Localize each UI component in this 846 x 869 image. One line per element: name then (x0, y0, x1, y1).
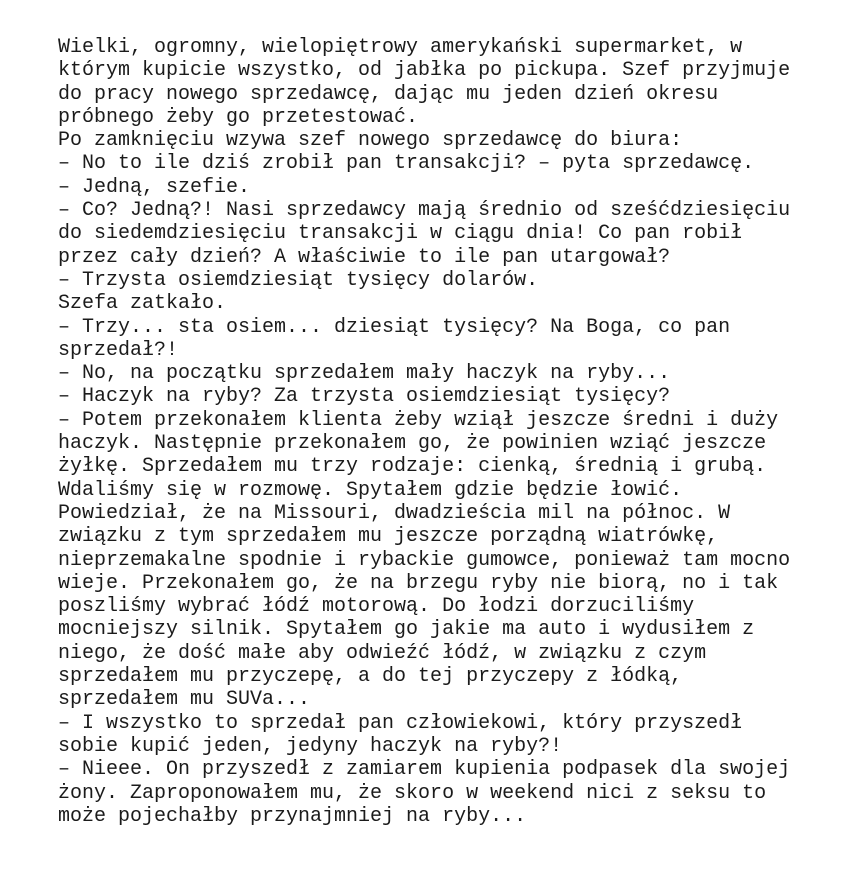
text-line: związku z tym sprzedałem mu jeszcze porządną wiatrówkę, (58, 525, 719, 549)
text-line: sprzedał?! (58, 338, 179, 362)
text-line: Po zamknięciu wzywa szef nowego sprzedawcę do biura: (58, 129, 683, 153)
text-line: mocniejszy silnik. Spytałem go jakie ma auto i wydusiłem z (58, 618, 755, 642)
text-line: poszliśmy wybrać łódź motorową. Do łodzi dorzuciliśmy (58, 595, 695, 619)
text-line: przez cały dzień? A właściwie to ile pan utargował? (58, 245, 671, 269)
text-line: – Jedną, szefie. (58, 175, 251, 199)
text-line: – I wszystko to sprzedał pan człowiekowi, który przyszedł (58, 711, 743, 735)
text-line: – Trzy... sta osiem... dziesiąt tysięcy? Na Boga, co pan (58, 315, 731, 339)
text-line: – Nieee. On przyszedł z zamiarem kupienia podpasek dla swojej (58, 758, 791, 782)
text-line: – Co? Jedną?! Nasi sprzedawcy mają średnio od sześćdziesięciu (58, 199, 791, 223)
text-line: – Potem przekonałem klienta żeby wziął jeszcze średni i duży (58, 408, 779, 432)
text-line: sprzedałem mu przyczepę, a do tej przyczepy z łódką, (58, 665, 683, 689)
text-line: nieprzemakalne spodnie i rybackie gumowce, ponieważ tam mocno (58, 548, 791, 572)
text-line: próbnego żeby go przetestować. (58, 105, 419, 129)
story-text (58, 36, 826, 828)
text-line: Wdaliśmy się w rozmowę. Spytałem gdzie będzie łowić. (58, 478, 683, 502)
text-line: Powiedział, że na Missouri, dwadzieścia mil na północ. W (58, 501, 731, 525)
text-line: do pracy nowego sprzedawcę, dając mu jeden dzień okresu (58, 82, 719, 106)
text-line: – No, na początku sprzedałem mały haczyk na ryby... (58, 362, 671, 386)
text-line: sprzedałem mu SUVa... (58, 688, 311, 712)
text-line: którym kupicie wszystko, od jabłka po pickupa. Szef przyjmuje (58, 59, 791, 83)
text-line: żony. Zaproponowałem mu, że skoro w weekend nici z seksu to (58, 781, 767, 805)
text-line: sobie kupić jeden, jedyny haczyk na ryby?! (58, 734, 563, 758)
text-line: Wielki, ogromny, wielopiętrowy amerykański supermarket, w (58, 36, 743, 59)
text-line: – Haczyk na ryby? Za trzysta osiemdziesiąt tysięcy? (58, 385, 671, 409)
text-line: do siedemdziesięciu transakcji w ciągu dnia! Co pan robił (58, 222, 743, 246)
text-line: niego, że dość małe aby odwieźć łódź, w związku z czym (58, 641, 707, 665)
text-line: Szefa zatkało. (58, 292, 227, 316)
text-line: może pojechałby przynajmniej na ryby... (58, 804, 527, 828)
text-line: – No to ile dziś zrobił pan transakcji? – pyta sprzedawcę. (58, 152, 755, 176)
text-line: – Trzysta osiemdziesiąt tysięcy dolarów. (58, 268, 539, 292)
text-line: żyłkę. Sprzedałem mu trzy rodzaje: cienką, średnią i grubą. (58, 455, 767, 479)
text-line: haczyk. Następnie przekonałem go, że powinien wziąć jeszcze (58, 432, 767, 456)
text-line: wieje. Przekonałem go, że na brzegu ryby nie biorą, no i tak (58, 571, 779, 595)
